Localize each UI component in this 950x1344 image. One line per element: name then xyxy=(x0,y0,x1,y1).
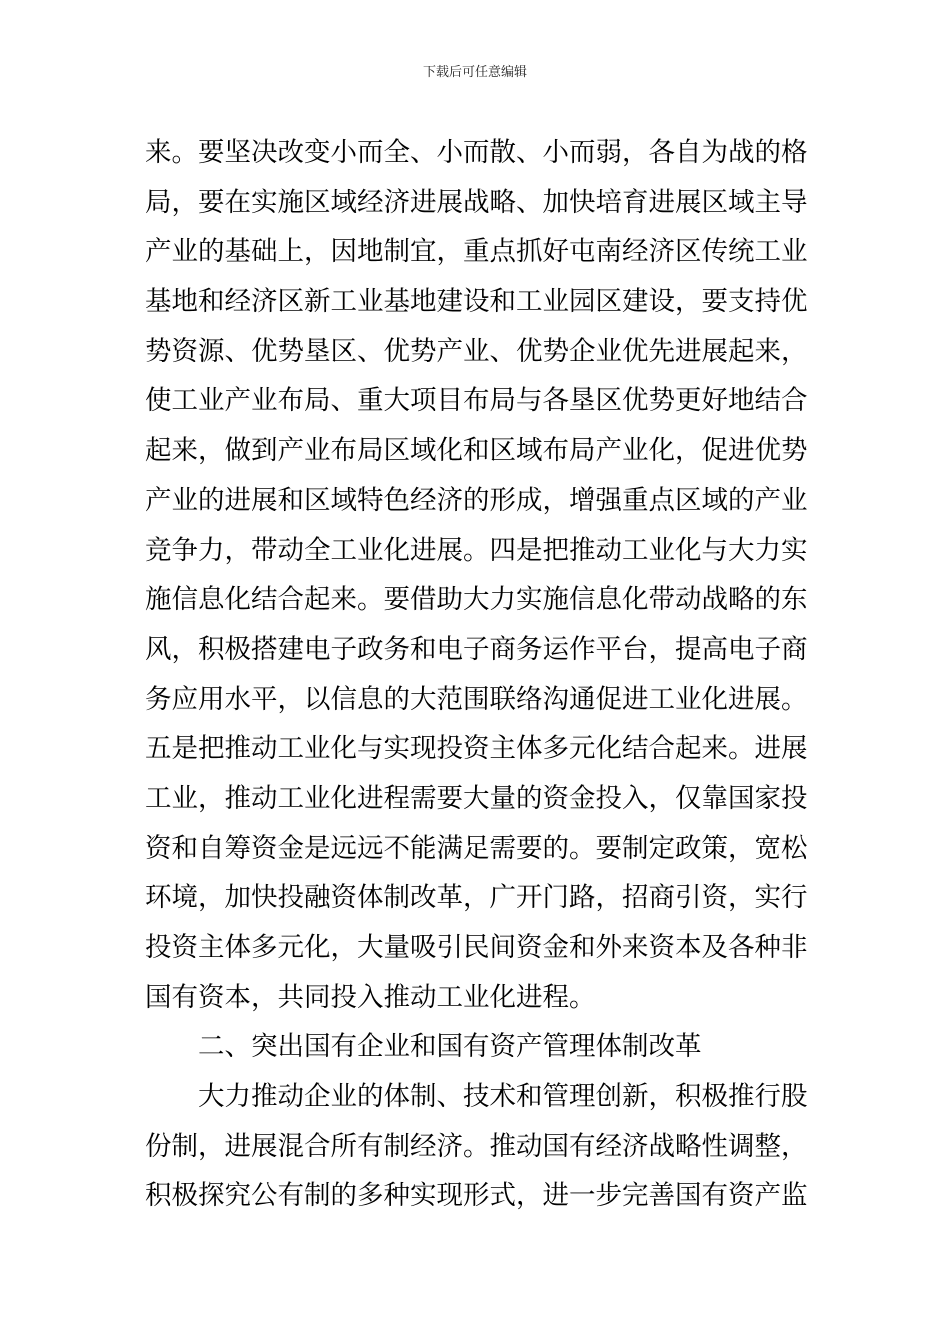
text-line: 工业，推动工业化进程需要大量的资金投入，仅靠国家投 xyxy=(145,782,808,814)
text-line: 资和自筹资金是远远不能满足需要的。要制定政策，宽松 xyxy=(145,832,808,864)
text-line: 风，积极搭建电子政务和电子商务运作平台，提高电子商 xyxy=(145,633,808,665)
text-line: 份制，进展混合所有制经济。推动国有经济战略性调整， xyxy=(145,1130,808,1162)
text-line: 使工业产业布局、重大项目布局与各垦区优势更好地结合 xyxy=(145,385,808,417)
text-line: 施信息化结合起来。要借助大力实施信息化带动战略的东 xyxy=(145,584,808,616)
text-line: 竞争力，带动全工业化进展。四是把推动工业化与大力实 xyxy=(145,534,808,566)
text-line: 五是把推动工业化与实现投资主体多元化结合起来。进展 xyxy=(145,733,808,765)
paragraph-first-line: 大力推动企业的体制、技术和管理创新，积极推行股 xyxy=(198,1081,808,1113)
text-line: 国有资本，共同投入推动工业化进程。 xyxy=(145,981,596,1013)
text-line: 投资主体多元化，大量吸引民间资金和外来资本及各种非 xyxy=(145,932,808,963)
text-line: 来。要坚决改变小而全、小而散、小而弱，各自为战的格 xyxy=(145,137,808,168)
text-line: 起来，做到产业布局区域化和区域布局产业化，促进优势 xyxy=(145,435,808,467)
paragraph-first-line: 二、突出国有企业和国有资产管理体制改革 xyxy=(198,1031,702,1063)
text-line: 环境，加快投融资体制改革，广开门路，招商引资，实行 xyxy=(145,882,808,914)
text-line: 务应用水平，以信息的大范围联络沟通促进工业化进展。 xyxy=(145,683,808,715)
text-line: 积极探究公有制的多种实现形式，进一步完善国有资产监 xyxy=(145,1180,808,1212)
text-line: 势资源、优势垦区、优势产业、优势企业优先进展起来， xyxy=(145,335,808,367)
text-line: 基地和经济区新工业基地建设和工业园区建设，要支持优 xyxy=(145,286,808,318)
page-header: 下载后可任意编辑 xyxy=(422,65,527,80)
document-body xyxy=(145,128,813,1221)
text-line: 产业的基础上，因地制宜，重点抓好屯南经济区传统工业 xyxy=(145,236,808,268)
text-line: 局，要在实施区域经济进展战略、加快培育进展区域主导 xyxy=(145,186,808,218)
text-line: 产业的进展和区域特色经济的形成，增强重点区域的产业 xyxy=(145,484,808,516)
